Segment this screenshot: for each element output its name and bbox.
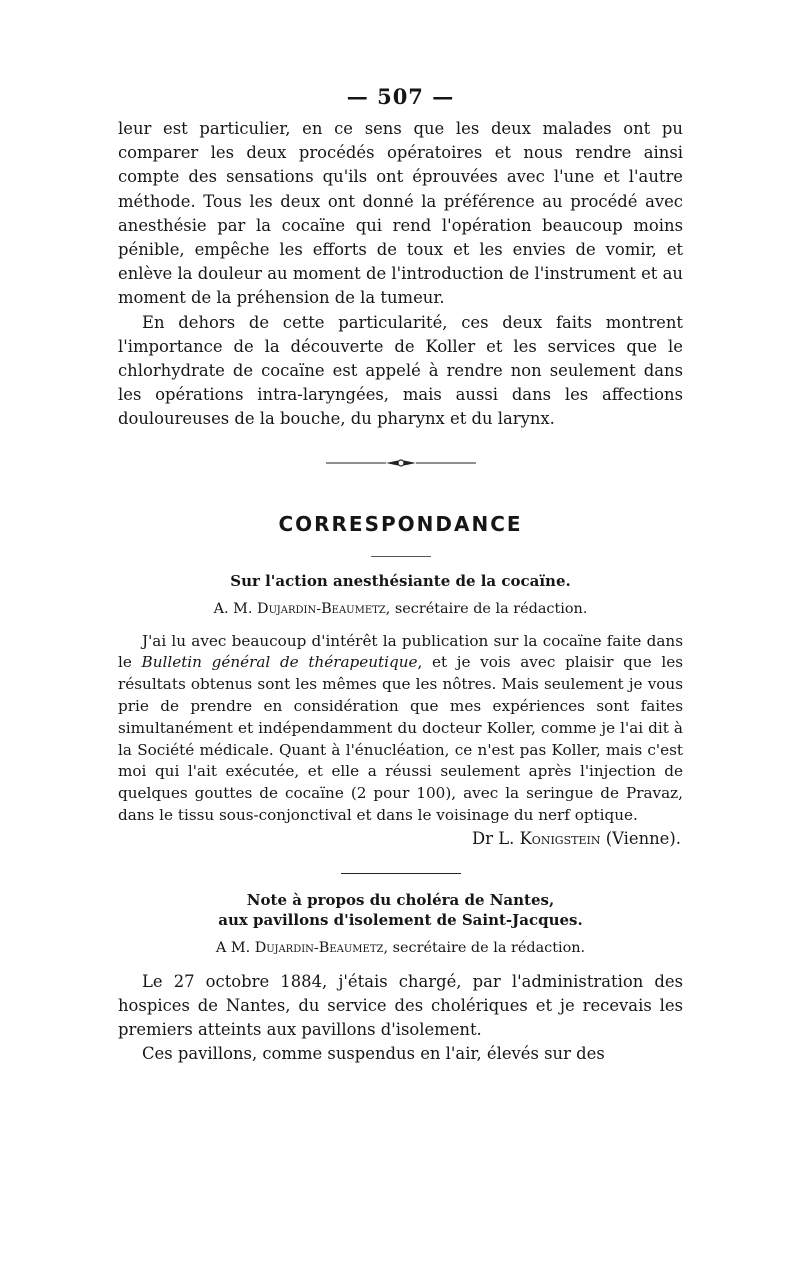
- ornament-icon: [326, 458, 476, 468]
- letter2-heading-line2: aux pavillons d'isolement de Saint-Jacques.: [218, 910, 583, 929]
- recipient-name: Dujardin-Beaumetz: [254, 939, 384, 956]
- letter2-address: A M. Dujardin-Beaumetz, secrétaire de la rédaction.: [215, 939, 586, 956]
- ornament-divider: [118, 458, 683, 468]
- document-page: [118, 84, 683, 1067]
- letter1-address: A. M. Dujardin-Beaumetz, secrétaire de la rédaction.: [213, 600, 588, 617]
- letter1-heading: Sur l'action anesthésiante de la cocaïne.: [230, 571, 571, 590]
- page-number: — 507 —: [346, 84, 455, 109]
- letter2-heading-line1: Note à propos du choléra de Nantes,: [246, 890, 555, 909]
- divider-rule: [341, 873, 461, 874]
- short-divider: [371, 556, 431, 557]
- recipient-name: Dujardin-Beaumetz: [257, 600, 386, 617]
- letter1-body: J'ai lu avec beaucoup d'intérêt la publication sur la cocaïne faite dans le Bulletin général de thérapeutique, et je vois avec plaisir que les résultats obtenus sont les mêmes que les nôtres. Mais seulement je vous prie de prendre en considération que mes expériences sont faites simultanément et indépendamment du docteur Koller, comme je l'ai dit à la Société médicale. Quant à l'énucléation, ce n'est pas Koller, mais c'est moi qui l'ait exécutée, et elle a réussi seulement après l'injection de quelques gouttes de cocaïne (2 pour 100), avec la seringue de Pravaz, dans le tissu sous-conjonctival et dans le voisinage du nerf optique.: [118, 631, 683, 825]
- letter2-paragraph-1: Le 27 octobre 1884, j'étais chargé, par l'administration des hospices de Nantes, du service des cholériques et je recevais les premiers atteints aux pavillons d'isolement.: [118, 971, 683, 1040]
- letter1-signature: Dr L. Konigstein (Vienne).: [472, 828, 681, 848]
- paragraph-continued: leur est particulier, en ce sens que les deux malades ont pu comparer les deux procédés opératoires et nous rendre ainsi compte des sensations qu'ils ont éprouvées avec l'une et l'autre méthode. Tous les deux ont donné la préférence au procédé avec anesthésie par la cocaïne qui rend l'opération beaucoup moins pénible, empêche les efforts de toux et les envies de vomir, et enlève la douleur au moment de l'introduction de l'instrument et au moment de la préhension de la tumeur.: [118, 119, 683, 308]
- paragraph-koller: En dehors de cette particularité, ces deux faits montrent l'importance de la découverte de Koller et les services que le chlorhydrate de cocaïne est appelé à rendre non seulement dans les opérations intra-laryngées, mais aussi dans les affections douloureuses de la bouche, du pharynx et du larynx.: [118, 312, 683, 429]
- section-title: CORRESPONDANCE: [278, 511, 523, 536]
- journal-title: Bulletin général de thérapeutique: [141, 653, 418, 672]
- letter2-paragraph-2: Ces pavillons, comme suspendus en l'air, élevés sur des: [142, 1044, 605, 1064]
